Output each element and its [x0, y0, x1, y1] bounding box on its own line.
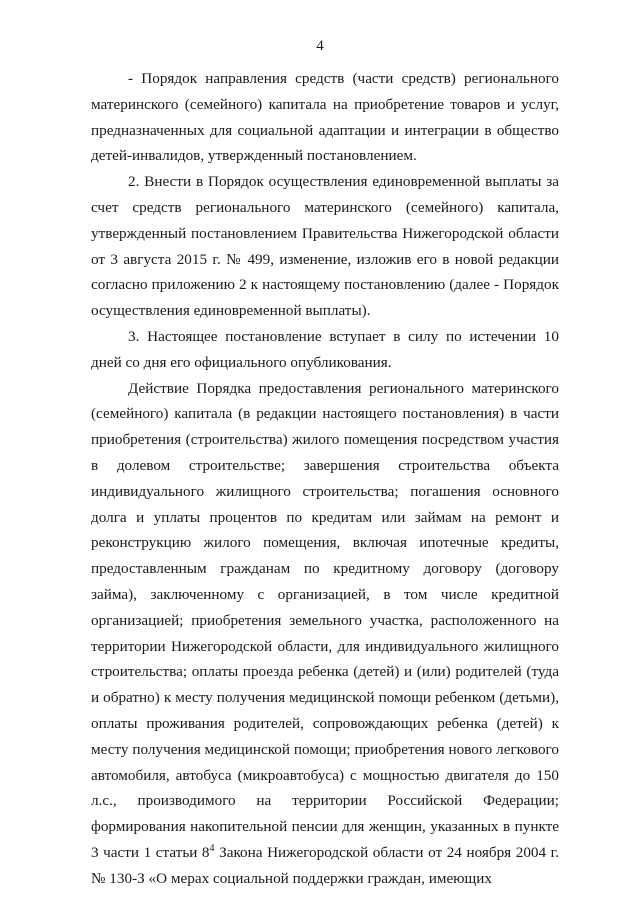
- article-superscript: 4: [209, 842, 215, 854]
- paragraph-effect-text-continued: Закона Нижегородской области от 24 ноября 2004 г. № 130-З «О мерах социальной поддержки граждан, имеющих: [91, 843, 559, 887]
- paragraph-dash-item: - Порядок направления средств (части средств) регионального материнского (семейного) капитала на приобретение товаров и услуг, предназначенных для социальной адаптации и интеграции в общество детей-инвалидов, утвержденный постановлением.: [91, 70, 559, 165]
- page-number: 4: [316, 38, 324, 54]
- document-body: [91, 66, 559, 892]
- paragraph-effect: [91, 376, 559, 892]
- paragraph-effect-text: Действие Порядка предоставления регионального материнского (семейного) капитала (в редакции настоящего постановления) в части приобретения (строительства) жилого помещения посредством участия в долевом строительстве; завершения строительства объекта индивидуального жилищного строительства; погашения основного долга и уплаты процентов по кредитам или займам на ремонт и реконструкцию жилого помещения, включая ипотечные кредиты, предоставленным гражданам по кредитному договору (договору займа), заключенному с организацией, в том числе кредитной организацией; приобретения земельного участка, расположенного на территории Нижегородской области, для индивидуального жилищного строительства; оплаты проезда ребенка (детей) и (или) родителей (туда и обратно) к месту получения медицинской помощи ребенком (детьми), оплаты проживания родителей, сопровождающих ребенка (детей) к месту получения медицинской помощи; приобретения нового легкового автомобиля, автобуса (микроавтобуса) с мощностью двигателя до 150 л.с., производимого на территории Российской Федерации; формирования накопительной пенсии для женщин, указанных в пункте 3 части 1 статьи 8: [91, 379, 559, 861]
- paragraph-item-3: 3. Настоящее постановление вступает в силу по истечении 10 дней со дня его официального опубликования.: [91, 327, 559, 371]
- paragraph-item-2: 2. Внести в Порядок осуществления единовременной выплаты за счет средств регионального материнского (семейного) капитала, утвержденный постановлением Правительства Нижегородской области от 3 августа 2015 г. № 499, изменение, изложив его в новой редакции согласно приложению 2 к настоящему постановлению (далее - Порядок осуществления единовременной выплаты).: [91, 173, 559, 320]
